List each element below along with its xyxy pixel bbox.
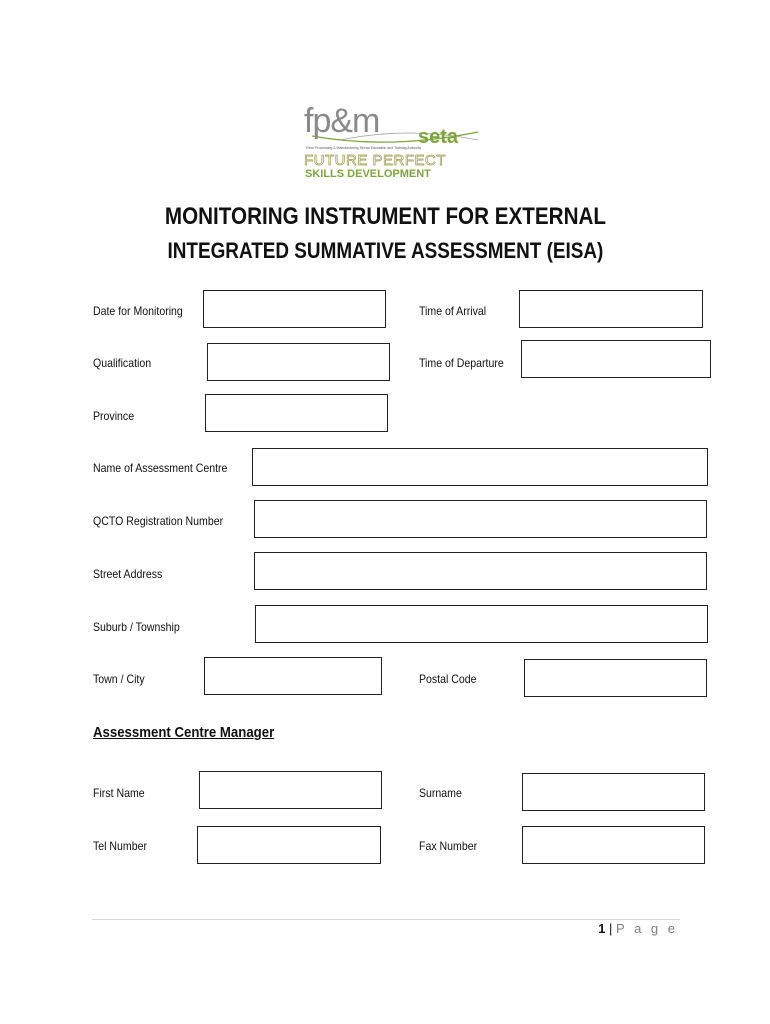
label-tel-number: Tel Number bbox=[93, 839, 147, 853]
fpm-seta-logo bbox=[300, 104, 485, 180]
label-street-address: Street Address bbox=[93, 567, 163, 581]
fax-number-field[interactable] bbox=[522, 826, 705, 864]
surname-field[interactable] bbox=[522, 773, 705, 811]
footer-divider bbox=[92, 919, 680, 920]
label-fax-number: Fax Number bbox=[419, 839, 478, 853]
logo-brand-text: fp&m bbox=[304, 102, 380, 140]
qualification-field[interactable] bbox=[207, 343, 390, 381]
tel-number-field[interactable] bbox=[197, 826, 381, 864]
label-surname: Surname bbox=[419, 786, 462, 800]
first-name-field[interactable] bbox=[199, 771, 382, 809]
suburb-township-field[interactable] bbox=[255, 605, 708, 643]
document-title-line2: INTEGRATED SUMMATIVE ASSESSMENT (EISA) bbox=[167, 238, 603, 263]
province-field[interactable] bbox=[205, 394, 388, 432]
time-of-departure-field[interactable] bbox=[521, 340, 711, 378]
label-town-city: Town / City bbox=[93, 672, 145, 686]
label-time-of-departure: Time of Departure bbox=[419, 356, 504, 370]
assessment-centre-name-field[interactable] bbox=[252, 448, 708, 486]
label-postal-code: Postal Code bbox=[419, 672, 477, 686]
time-of-arrival-field[interactable] bbox=[519, 290, 703, 328]
page-separator: | bbox=[609, 921, 613, 936]
page-number: 1 bbox=[598, 921, 606, 936]
label-first-name: First Name bbox=[93, 786, 145, 800]
logo-tagline: Fibre Processing & Manufacturing Sector Education and Training Authority bbox=[306, 146, 422, 150]
qcto-registration-number-field[interactable] bbox=[254, 500, 707, 538]
document-title-line1: MONITORING INSTRUMENT FOR EXTERNAL bbox=[164, 203, 606, 230]
label-name-of-assessment-centre: Name of Assessment Centre bbox=[93, 461, 228, 475]
label-province: Province bbox=[93, 409, 135, 423]
street-address-field[interactable] bbox=[254, 552, 707, 590]
section-heading-assessment-centre-manager: Assessment Centre Manager bbox=[93, 724, 275, 741]
logo-future-perfect: FUTURE PERFECT bbox=[304, 152, 446, 169]
page-word: P a g e bbox=[616, 921, 678, 936]
logo-seta-text: seta bbox=[418, 126, 459, 148]
town-city-field[interactable] bbox=[204, 657, 382, 695]
label-qcto-registration-number: QCTO Registration Number bbox=[93, 514, 224, 528]
label-date-for-monitoring: Date for Monitoring bbox=[93, 304, 183, 318]
label-suburb-township: Suburb / Township bbox=[93, 620, 180, 634]
date-for-monitoring-field[interactable] bbox=[203, 290, 386, 328]
label-qualification: Qualification bbox=[93, 356, 152, 370]
page-footer bbox=[598, 921, 678, 936]
label-time-of-arrival: Time of Arrival bbox=[419, 304, 487, 318]
logo-skills-development: SKILLS DEVELOPMENT bbox=[305, 168, 431, 180]
postal-code-field[interactable] bbox=[524, 659, 707, 697]
